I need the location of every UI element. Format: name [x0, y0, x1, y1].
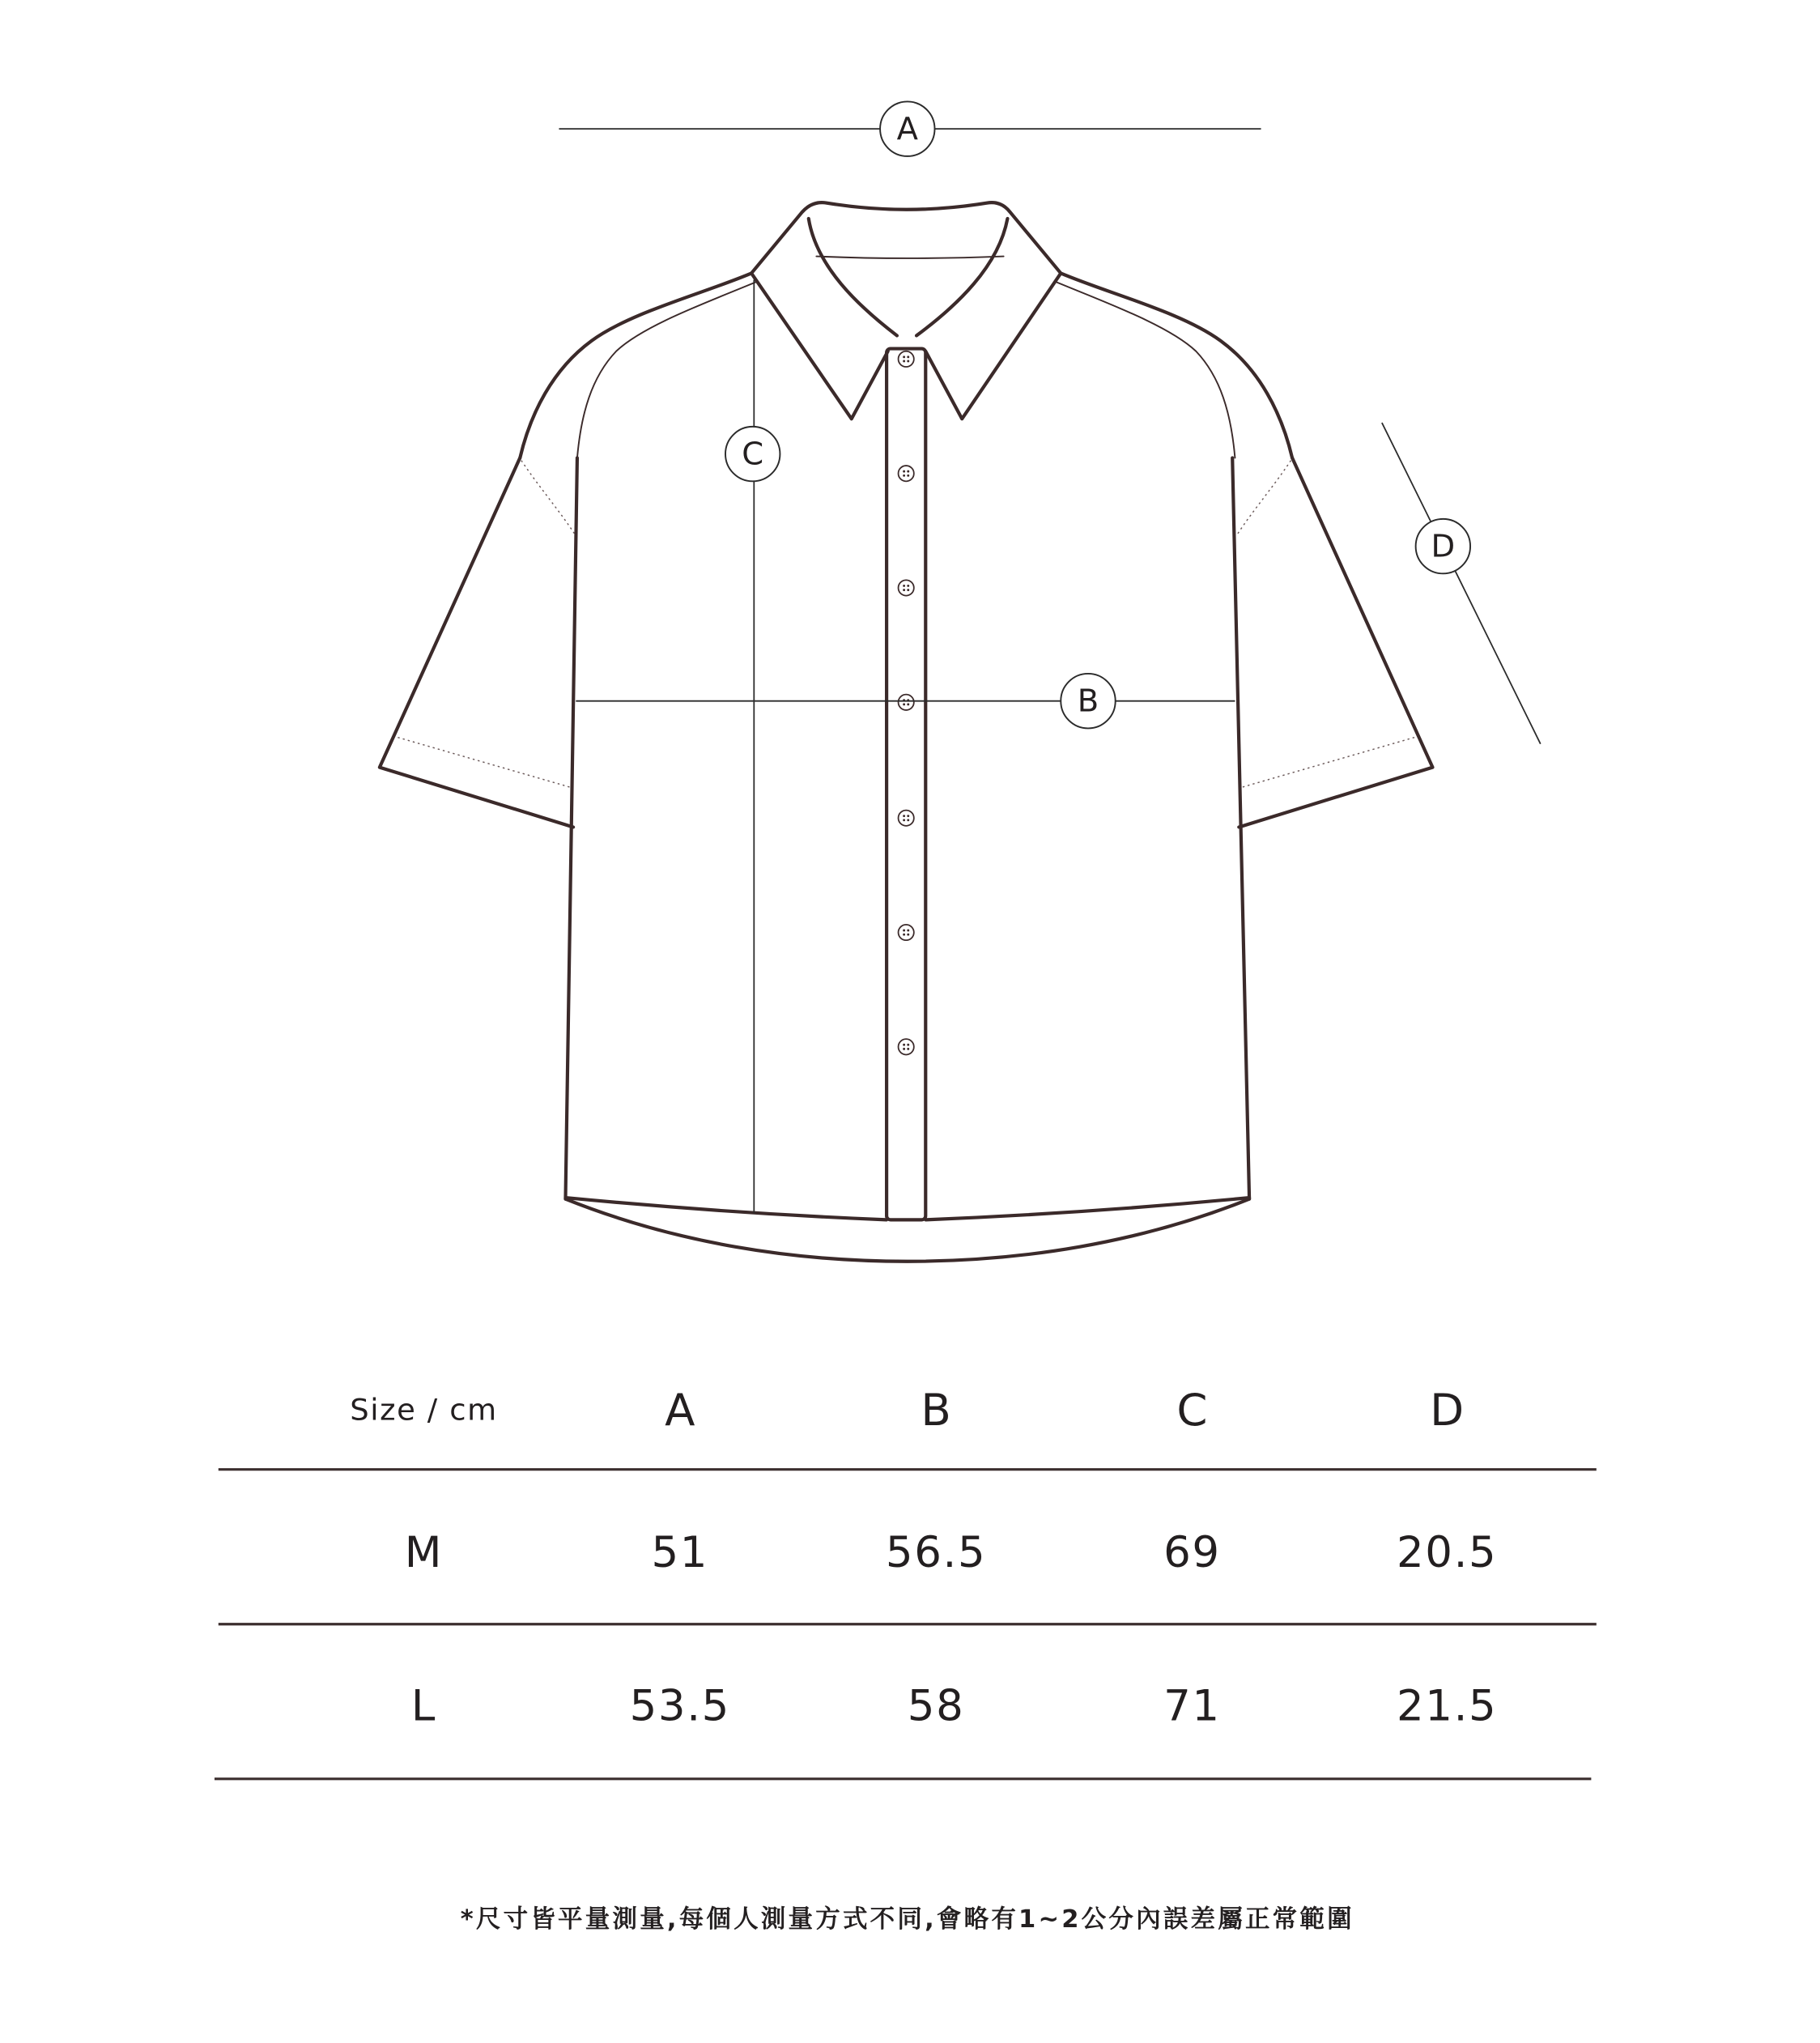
measure-c: [725, 279, 780, 1213]
button-hole: [903, 589, 905, 591]
header-a: A: [665, 1384, 695, 1436]
button-hole: [907, 1048, 909, 1050]
measure-b-label: B: [1077, 683, 1099, 720]
button-hole: [903, 703, 905, 705]
header-c: C: [1176, 1384, 1208, 1436]
button: [899, 811, 914, 826]
button-circle: [899, 811, 914, 826]
left-armhole-stitch: [521, 461, 576, 536]
button-hole: [907, 815, 909, 817]
size-table: [215, 1384, 1597, 1779]
measurement-footnote: *尺寸皆平量測量,每個人測量方式不同,會略有1~2公分內誤差屬正常範圍: [460, 1905, 1354, 1934]
right-side-seam: [1232, 458, 1249, 1198]
table-row: [405, 1528, 1498, 1577]
button: [899, 580, 914, 595]
button-circle: [899, 1039, 914, 1054]
button-hole: [903, 1044, 905, 1046]
collar-outline: [751, 202, 1061, 419]
button-circle: [899, 580, 914, 595]
button: [899, 1039, 914, 1054]
right-shoulder-outline: [1061, 273, 1292, 458]
button-hole: [907, 589, 909, 591]
header-d: D: [1430, 1384, 1465, 1436]
row-size-l: L: [410, 1681, 437, 1731]
right-sleeve-outline: [1239, 458, 1432, 827]
left-shoulder-outline: [520, 273, 751, 458]
button-hole: [903, 470, 905, 473]
button-hole: [907, 475, 909, 477]
back-neck-line: [816, 257, 1003, 258]
measure-c-label: C: [742, 436, 764, 473]
button-hole: [907, 934, 909, 936]
button: [899, 351, 914, 367]
button: [899, 695, 914, 710]
button-hole: [903, 355, 905, 358]
row-m-d: 20.5: [1396, 1528, 1498, 1578]
button: [899, 925, 914, 940]
shirt-diagram: [380, 202, 1433, 1262]
button-hole: [903, 929, 905, 931]
left-sleeve-outline: [380, 458, 573, 827]
button-hole: [903, 1048, 905, 1050]
button-hole: [907, 819, 909, 821]
row-l-b: 58: [907, 1681, 965, 1731]
right-collar-stand: [916, 219, 1007, 336]
button-hole: [907, 703, 909, 705]
measure-d-line: [1382, 423, 1541, 744]
measure-a-label: A: [896, 111, 918, 148]
right-armhole-stitch: [1236, 461, 1291, 536]
button-circle: [899, 695, 914, 710]
button-hole: [907, 360, 909, 363]
left-collar-stand: [809, 219, 897, 336]
button-hole: [903, 475, 905, 477]
right-yoke-seam: [1057, 283, 1235, 458]
measure-d-label: D: [1431, 528, 1456, 565]
measure-d: [1382, 423, 1541, 744]
row-l-d: 21.5: [1396, 1681, 1498, 1731]
button-circle: [899, 351, 914, 367]
measure-b: [576, 674, 1235, 728]
left-side-seam: [565, 458, 576, 1198]
button-circle: [899, 925, 914, 940]
button-hole: [903, 585, 905, 587]
row-m-a: 51: [651, 1528, 709, 1578]
table-row: [411, 1682, 1497, 1731]
button-hole: [903, 815, 905, 817]
row-m-c: 69: [1163, 1528, 1221, 1578]
button-hole: [907, 1044, 909, 1046]
header-b: B: [921, 1384, 951, 1436]
button-hole: [907, 929, 909, 931]
button-hole: [903, 819, 905, 821]
button-hole: [903, 360, 905, 363]
button-hole: [903, 934, 905, 936]
button-hole: [907, 470, 909, 473]
button-hole: [907, 355, 909, 358]
button-hole: [907, 585, 909, 587]
row-m-b: 56.5: [885, 1528, 987, 1578]
header-size-unit: Size / cm: [350, 1392, 498, 1428]
row-l-c: 71: [1163, 1681, 1221, 1731]
row-l-a: 53.5: [629, 1681, 730, 1731]
button: [899, 466, 914, 481]
button-circle: [899, 466, 914, 481]
table-header: [350, 1384, 1464, 1436]
row-size-m: M: [404, 1528, 444, 1578]
left-yoke-seam: [577, 283, 755, 458]
measure-a: [559, 101, 1261, 155]
